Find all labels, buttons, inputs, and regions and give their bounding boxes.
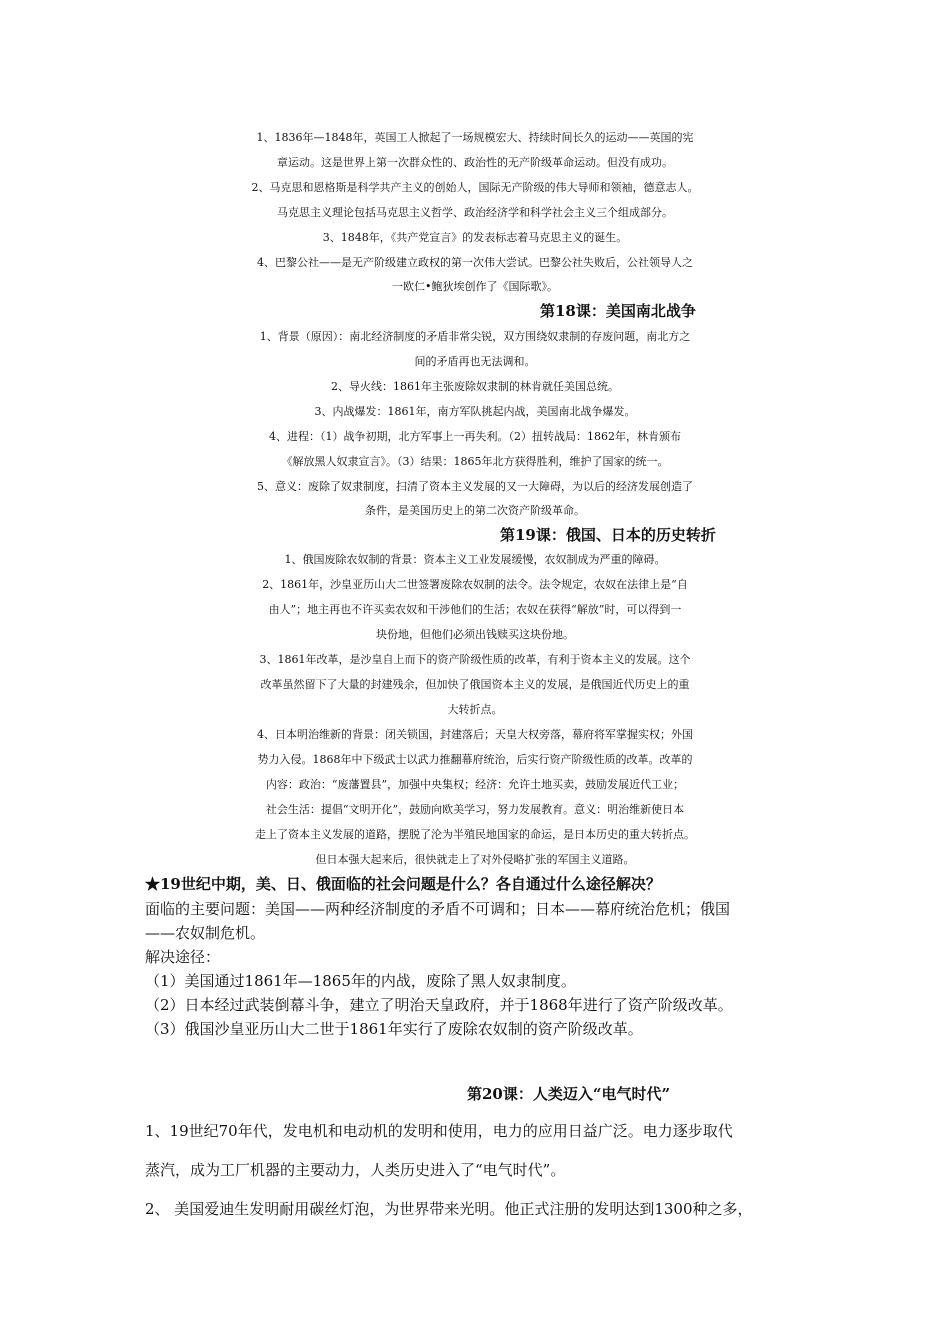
text-line: 走上了资本主义发展的道路，摆脱了沦为半殖民地国家的命运，是日本历史的重大转折点。 [255,828,695,841]
text-line: 2、 美国爱迪生发明耐用碳丝灯泡，为世界带来光明。他正式注册的发明达到1300种之多， [145,1200,753,1218]
text-line: 1、1836年—1848年，英国工人掀起了一场规模宏大、持续时间长久的运动——英国的宪 [256,131,694,144]
text-line: 章运动。这是世界上第一次群众性的、政治性的无产阶级革命运动。但没有成功。 [277,156,673,169]
text-line: 解决途径： [145,948,221,966]
question-heading: ★19世纪中期，美、日、俄面临的社会问题是什么？各自通过什么途径解决？ [145,875,661,893]
text-line: 蒸汽，成为工厂机器的主要动力，人类历史进入了“电气时代”。 [145,1161,566,1179]
text-line: 但日本强大起来后，很快就走上了对外侵略扩张的军国主义道路。 [315,853,635,866]
text-line: 2、导火线：1861年主张废除奴隶制的林肯就任美国总统。 [331,380,619,393]
text-line: （1）美国通过1861年—1865年的内战，废除了黑人奴隶制度。 [145,972,576,990]
text-line: 改革虽然留下了大量的封建残余，但加快了俄国资本主义的发展，是俄国近代历史上的重 [260,678,690,691]
lesson-20-heading: 第20课：人类迈入“电气时代” [467,1085,671,1103]
text-line: 4、日本明治维新的背景：闭关锁国，封建落后；天皇大权旁落，幕府将军掌握实权；外国 [257,728,693,741]
text-line: 3、内战爆发：1861年，南方军队挑起内战，美国南北战争爆发。 [314,405,636,418]
text-line: （2）日本经过武装倒幕斗争，建立了明治天皇政府，并于1868年进行了资产阶级改革。 [145,996,733,1014]
text-line: 1、背景（原因）：南北经济制度的矛盾非常尖锐，双方围绕奴隶制的存废问题，南北方之 [259,330,691,343]
text-line: 内容：政治：“废藩置县”，加强中央集权；经济：允许土地买卖，鼓励发展近代工业； [265,778,685,791]
text-line: 4、进程：（1）战争初期，北方军事上一再失利。（2）扭转战局：1862年，林肯颁布 [269,430,681,443]
text-line: 5、意义：废除了奴隶制度，扫清了资本主义发展的又一大障碍，为以后的经济发展创造了 [257,480,693,493]
text-line: 社会生活：提倡“文明开化”，鼓励向欧美学习，努力发展教育。意义：明治维新使日本 [265,803,685,816]
lesson-18-heading: 第18课：美国南北战争 [540,302,696,320]
text-line: 势力入侵。1868年中下级武士以武力推翻幕府统治，后实行资产阶级性质的改革。改革的 [257,753,693,766]
text-line: 2、1861年，沙皇亚历山大二世签署废除农奴制的法令。法令规定，农奴在法律上是“自 [262,578,688,591]
text-line: 1、俄国废除农奴制的背景：资本主义工业发展缓慢，农奴制成为严重的障碍。 [284,553,666,566]
text-line: ——农奴制危机。 [145,924,266,942]
text-line: （3）俄国沙皇亚历山大二世于1861年实行了废除农奴制的资产阶级改革。 [145,1020,643,1038]
text-line: 大转折点。 [447,703,503,716]
text-line: 由人”；地主再也不许买卖农奴和干涉他们的生活；农奴在获得“解放”时，可以得到一 [268,603,682,616]
lesson-19-heading: 第19课：俄国、日本的历史转折 [500,526,716,544]
text-line: 4、巴黎公社——是无产阶级建立政权的第一次伟大尝试。巴黎公社失败后，公社领导人之 [257,256,693,269]
text-line: 马克思主义理论包括马克思主义哲学、政治经济学和科学社会主义三个组成部分。 [277,206,673,219]
text-line: 1、19世纪70年代，发电机和电动机的发明和使用，电力的应用日益广泛。电力逐步取代 [145,1122,733,1140]
text-line: 3、1861年改革，是沙皇自上而下的资产阶级性质的改革，有利于资本主义的发展。这个 [259,653,691,666]
text-line: 2、马克思和恩格斯是科学共产主义的创始人，国际无产阶级的伟大导师和领袖，德意志人。 [251,181,699,194]
text-line: 间的矛盾再也无法调和。 [414,355,536,368]
text-line: 块份地，但他们必须出钱赎买这块份地。 [376,628,574,641]
text-line: 面临的主要问题：美国——两种经济制度的矛盾不可调和；日本——幕府统治危机；俄国 [145,900,731,918]
text-line: 3、1848年，《共产党宣言》的发表标志着马克思主义的诞生。 [322,231,628,244]
text-line: 条件，是美国历史上的第二次资产阶级革命。 [365,504,585,517]
text-line: 《解放黑人奴隶宣言》。（3）结果：1865年北方获得胜利，维护了国家的统一。 [281,455,669,468]
text-line: 一欧仁•鲍狄埃创作了《国际歌》。 [392,280,558,293]
